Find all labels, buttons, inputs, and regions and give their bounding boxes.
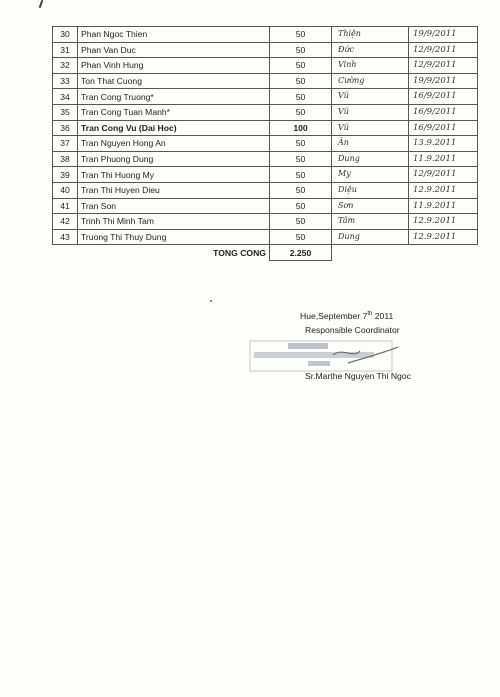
row-name: Phan Ngoc Thien <box>78 27 270 43</box>
row-signature-cell <box>332 229 409 245</box>
row-signature-cell <box>332 136 409 152</box>
table-row <box>53 42 478 58</box>
row-name: Tran Thi Huyen Dieu <box>78 182 270 198</box>
handwritten-signature: Dung <box>338 153 360 163</box>
handwritten-date: 19/9/2011 <box>413 75 457 86</box>
row-amount: 50 <box>270 214 332 230</box>
handwritten-signature: Vũ <box>338 122 349 132</box>
coordinator-role: Responsible Coordinator <box>305 325 400 335</box>
row-name: Truong Thi Thuy Dung <box>78 229 270 245</box>
handwritten-signature: Tâm <box>338 216 356 226</box>
row-date-cell <box>409 73 478 89</box>
table-row <box>53 182 478 198</box>
row-amount: 50 <box>270 151 332 167</box>
handwritten-date: 12/9/2011 <box>413 44 457 55</box>
total-row <box>53 245 478 261</box>
row-amount: 50 <box>270 42 332 58</box>
row-name: Phan Van Duc <box>78 42 270 58</box>
row-date-cell <box>409 151 478 167</box>
row-name: Tran Phuong Dung <box>78 151 270 167</box>
handwritten-date: 11.9.2011 <box>413 153 457 164</box>
total-spacer <box>409 245 478 261</box>
row-name: Tran Cong Vu (Dai Hoc) <box>78 120 270 136</box>
table-row <box>53 151 478 167</box>
row-signature-cell <box>332 182 409 198</box>
row-number: 43 <box>53 229 78 245</box>
handwritten-date: 11.9.2011 <box>413 200 457 211</box>
row-number: 34 <box>53 89 78 105</box>
row-number: 33 <box>53 73 78 89</box>
place-date-suffix: 2011 <box>372 311 394 321</box>
row-number: 35 <box>53 104 78 120</box>
row-date-cell <box>409 27 478 43</box>
handwritten-signature: Thiện <box>338 29 361 38</box>
row-signature-cell <box>332 151 409 167</box>
row-amount: 50 <box>270 198 332 214</box>
row-signature-cell <box>332 167 409 183</box>
row-date-cell <box>409 120 478 136</box>
handwritten-date: 13.9.2011 <box>413 138 457 149</box>
handwritten-date: 16/9/2011 <box>413 122 457 133</box>
row-date-cell <box>409 58 478 74</box>
corner-mark <box>39 0 44 8</box>
handwritten-date: 19/9/2011 <box>413 29 457 39</box>
row-number: 41 <box>53 198 78 214</box>
row-number: 40 <box>53 182 78 198</box>
row-date-cell <box>409 89 478 105</box>
handwritten-date: 12.9.2011 <box>413 216 457 227</box>
row-number: 36 <box>53 120 78 136</box>
row-amount: 50 <box>270 27 332 43</box>
handwritten-date: 12/9/2011 <box>413 169 457 180</box>
row-amount: 50 <box>270 89 332 105</box>
row-signature-cell <box>332 198 409 214</box>
row-date-cell <box>409 136 478 152</box>
table-row <box>53 27 478 43</box>
handwritten-date: 12/9/2011 <box>413 60 457 71</box>
handwritten-signature: Diệu <box>338 184 357 194</box>
row-date-cell <box>409 42 478 58</box>
row-number: 38 <box>53 151 78 167</box>
row-date-cell <box>409 182 478 198</box>
row-signature-cell <box>332 89 409 105</box>
place-date-prefix: Hue,September 7 <box>300 311 368 321</box>
row-date-cell <box>409 198 478 214</box>
row-signature-cell <box>332 42 409 58</box>
row-number: 31 <box>53 42 78 58</box>
row-signature-cell <box>332 73 409 89</box>
total-label: TONG CONG <box>213 247 266 258</box>
total-spacer <box>332 245 409 261</box>
handwritten-signature: My <box>338 169 351 179</box>
table-row <box>53 136 478 152</box>
handwritten-date: 16/9/2011 <box>413 106 457 117</box>
row-name: Tran Son <box>78 198 270 214</box>
row-date-cell <box>409 104 478 120</box>
row-number: 42 <box>53 214 78 230</box>
row-amount: 50 <box>270 229 332 245</box>
table-row <box>53 198 478 214</box>
handwritten-signature: Đức <box>338 44 355 54</box>
handwritten-signature: Vũ <box>338 91 349 101</box>
row-name: Tran Nguyen Hong An <box>78 136 270 152</box>
table-row <box>53 104 478 120</box>
total-amount: 2.250 <box>270 245 332 261</box>
handwritten-signature: Ân <box>338 138 349 148</box>
handwritten-date: 12.9.2011 <box>413 231 457 242</box>
row-number: 30 <box>53 27 78 43</box>
row-amount: 50 <box>270 182 332 198</box>
row-amount: 50 <box>270 73 332 89</box>
stamp-mark-middle <box>254 352 374 358</box>
table-body <box>53 27 478 261</box>
row-number: 37 <box>53 136 78 152</box>
row-signature-cell <box>332 27 409 43</box>
row-date-cell <box>409 229 478 245</box>
row-number: 39 <box>53 167 78 183</box>
table-row <box>53 167 478 183</box>
row-date-cell <box>409 214 478 230</box>
table-row <box>53 120 478 136</box>
table-row <box>53 214 478 230</box>
row-signature-cell <box>332 104 409 120</box>
row-name: Trinh Thi Minh Tam <box>78 214 270 230</box>
table-row <box>53 58 478 74</box>
row-signature-cell <box>332 120 409 136</box>
row-name: Phan Vinh Hung <box>78 58 270 74</box>
signer-name: Sr.Marthe Nguyen Thi Ngoc <box>305 371 411 381</box>
row-name: Tran Thi Huong My <box>78 167 270 183</box>
stamp-mark-bottom <box>308 361 330 366</box>
stray-dot <box>210 300 212 302</box>
row-number: 32 <box>53 58 78 74</box>
row-name: Tran Cong Tuan Manh* <box>78 104 270 120</box>
row-amount: 100 <box>270 120 332 136</box>
handwritten-signature: Vũ <box>338 106 349 116</box>
row-signature-cell <box>332 214 409 230</box>
table-row <box>53 229 478 245</box>
total-spacer <box>53 245 78 261</box>
place-date <box>300 311 393 321</box>
row-signature-cell <box>332 58 409 74</box>
handwritten-signature: Vinh <box>338 60 357 70</box>
row-amount: 50 <box>270 136 332 152</box>
row-amount: 50 <box>270 167 332 183</box>
handwritten-signature: Sơn <box>338 200 354 210</box>
table-row <box>53 73 478 89</box>
row-name: Tran Cong Truong* <box>78 89 270 105</box>
handwritten-signature: Dung <box>338 231 360 241</box>
payment-list-table <box>52 26 478 261</box>
row-date-cell <box>409 167 478 183</box>
handwritten-date: 12.9.2011 <box>413 184 457 195</box>
place-date-sup: th <box>367 311 373 318</box>
row-amount: 50 <box>270 104 332 120</box>
row-name: Ton That Cuong <box>78 73 270 89</box>
table-row <box>53 89 478 105</box>
stamp-mark-top <box>288 343 328 349</box>
row-amount: 50 <box>270 58 332 74</box>
handwritten-signature: Cường <box>338 75 365 85</box>
handwritten-date: 16/9/2011 <box>413 91 457 102</box>
